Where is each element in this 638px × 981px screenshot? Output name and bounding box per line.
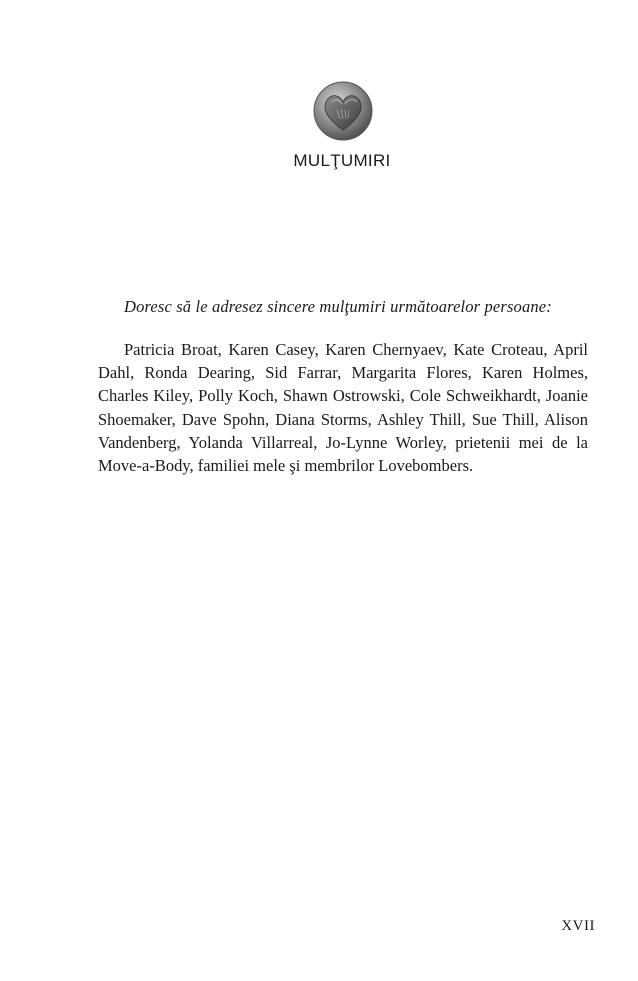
intro-sentence: Doresc să le adresez sincere mulţumiri următoarelor persoane: xyxy=(124,297,552,316)
page-number: XVII xyxy=(561,918,595,934)
acknowledgements-paragraph: Patricia Broat, Karen Casey, Karen Chernyaev, Kate Croteau, April Dahl, Ronda Dearing, Sid Farrar, Margarita Flores, Karen Holmes, Charles Kiley, Polly Koch, Shawn Ostrowski, Cole Schweikhardt, Joanie Shoemaker, Dave Spohn, Diana Storms, Ashley Thill, Sue Thill, Alison Vandenberg, Yolanda Villarreal, Jo-Lynne Worley, prietenii mei de la Move-a-Body, familiei mele şi membrilor Lovebombers. xyxy=(98,340,588,476)
page-title: MULŢUMIRI xyxy=(293,151,391,170)
heart-stone-emblem-icon xyxy=(312,80,374,142)
